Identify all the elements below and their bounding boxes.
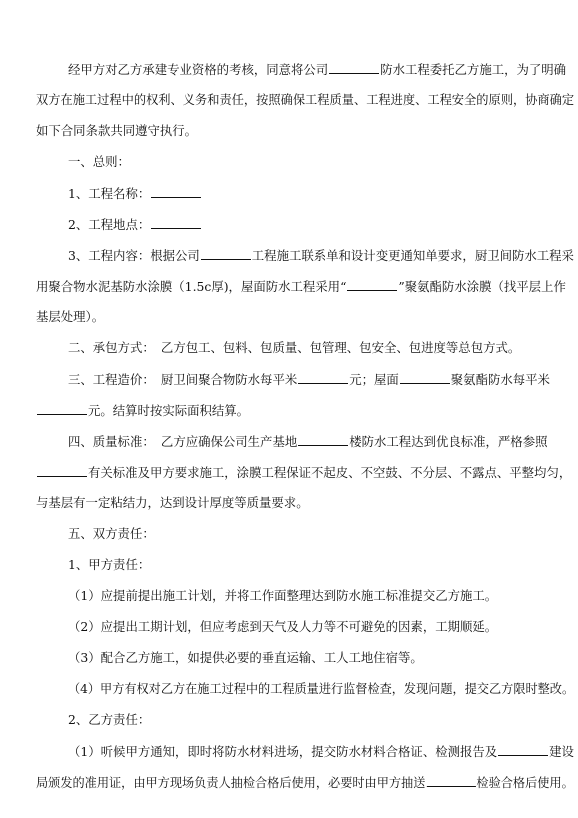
paragraph-line: [68, 341, 520, 355]
text-segment: （3）配合乙方施工，如提供必要的垂直运输、工人工地住宿等。: [68, 650, 423, 665]
fill-in-blank: [151, 186, 201, 198]
fill-in-blank: [298, 372, 348, 384]
paragraph-line: [68, 372, 550, 387]
fill-in-blank: [426, 775, 475, 787]
text-segment: （1）应提前提出施工计划，并将工作面整理达到防水施工标准提交乙方施工。: [68, 588, 498, 603]
paragraph-line: [36, 279, 566, 294]
fill-in-blank: [347, 279, 397, 291]
paragraph-line: [36, 403, 249, 418]
text-segment: 双方在施工过程中的权利、义务和责任，按照确保工程质量、工程进度、工程安全的原则，协商确定: [36, 92, 575, 107]
text-segment: 2、工程地点：: [68, 217, 151, 232]
text-segment: （4）甲方有权对乙方在施工过程中的工程质量进行监督检查，发现问题，提交乙方限时整改。: [68, 681, 575, 696]
paragraph-line: [68, 589, 497, 603]
text-segment: 检验合格后使用。: [476, 775, 574, 790]
paragraph-line: [68, 248, 574, 263]
text-segment: 二、承包方式： 乙方包工、包料、包质量、包管理、包安全、包进度等总包方式。: [68, 340, 521, 355]
paragraph-line: [36, 775, 574, 790]
fill-in-blank: [400, 372, 450, 384]
text-segment: 工程施工联系单和设计变更通知单要求，厨卫间防水工程采: [251, 248, 574, 263]
paragraph-line: [36, 93, 574, 107]
text-segment: 元。结算时按实际面积结算。: [88, 403, 250, 418]
text-segment: 1、工程名称：: [68, 186, 151, 201]
text-segment: 与基层有一定粘结力，达到设计厚度等质量要求。: [36, 495, 309, 510]
paragraph-line: [36, 496, 309, 510]
fill-in-blank: [37, 403, 87, 415]
paragraph-line: [36, 465, 571, 480]
paragraph-line: [36, 124, 197, 138]
paragraph-line: [68, 434, 547, 449]
subsection-heading: [68, 558, 150, 572]
text-segment: 元；屋面: [349, 372, 399, 387]
fill-in-blank: [498, 744, 548, 756]
text-segment: 用聚合物水泥基防水涂膜（1.5c厚)，屋面防水工程采用“: [36, 279, 347, 294]
text-segment: 建设: [549, 744, 574, 759]
text-segment: 1、甲方责任：: [68, 557, 151, 572]
text-segment: 局颁发的准用证，由甲方现场负责人抽检合格后使用，必要时由甲方抽送: [36, 775, 426, 790]
text-segment: 有关标准及甲方要求施工，涂膜工程保证不起皮、不空鼓、不分层、不露点、平整均匀，: [88, 465, 572, 480]
fill-in-blank: [201, 248, 251, 260]
paragraph-line: [68, 62, 566, 77]
section-heading: [68, 527, 155, 541]
fill-in-blank: [37, 465, 87, 477]
paragraph-line: [68, 620, 497, 634]
text-segment: 防水工程委托乙方施工，为了明确: [380, 62, 567, 77]
text-segment: （1）听候甲方通知，即时将防水材料进场，提交防水材料合格证、检测报告及: [68, 744, 498, 759]
paragraph-line: [68, 186, 202, 201]
paragraph-line: [68, 682, 574, 696]
paragraph-line: [36, 310, 104, 324]
paragraph-line: [68, 744, 574, 759]
paragraph-line: [68, 217, 202, 232]
text-segment: （2）应提出工期计划，但应考虑到天气及人力等不可避免的因素，工期顺延。: [68, 619, 498, 634]
text-segment: 一、总则：: [68, 154, 130, 169]
text-segment: 楼防水工程达到优良标准，严格参照: [349, 434, 548, 449]
text-segment: 三、工程造价： 厨卫间聚合物防水每平米: [68, 372, 298, 387]
text-segment: 聚氨酯防水每平米: [450, 372, 550, 387]
text-segment: ”聚氨酯防水涂膜（找平层上作: [398, 279, 566, 294]
paragraph-line: [68, 651, 423, 665]
text-segment: 如下合同条款共同遵守执行。: [36, 123, 198, 138]
subsection-heading: [68, 713, 150, 727]
text-segment: 3、工程内容：根据公司: [68, 248, 200, 263]
text-segment: 四、质量标准： 乙方应确保公司生产基地: [68, 434, 298, 449]
text-segment: 基层处理）。: [36, 309, 105, 324]
text-segment: 经甲方对乙方承建专业资格的考核，同意将公司: [68, 62, 329, 77]
fill-in-blank: [151, 217, 201, 229]
fill-in-blank: [329, 62, 379, 74]
section-heading: [68, 155, 130, 169]
fill-in-blank: [298, 434, 348, 446]
text-segment: 2、乙方责任：: [68, 712, 151, 727]
text-segment: 五、双方责任：: [68, 526, 155, 541]
